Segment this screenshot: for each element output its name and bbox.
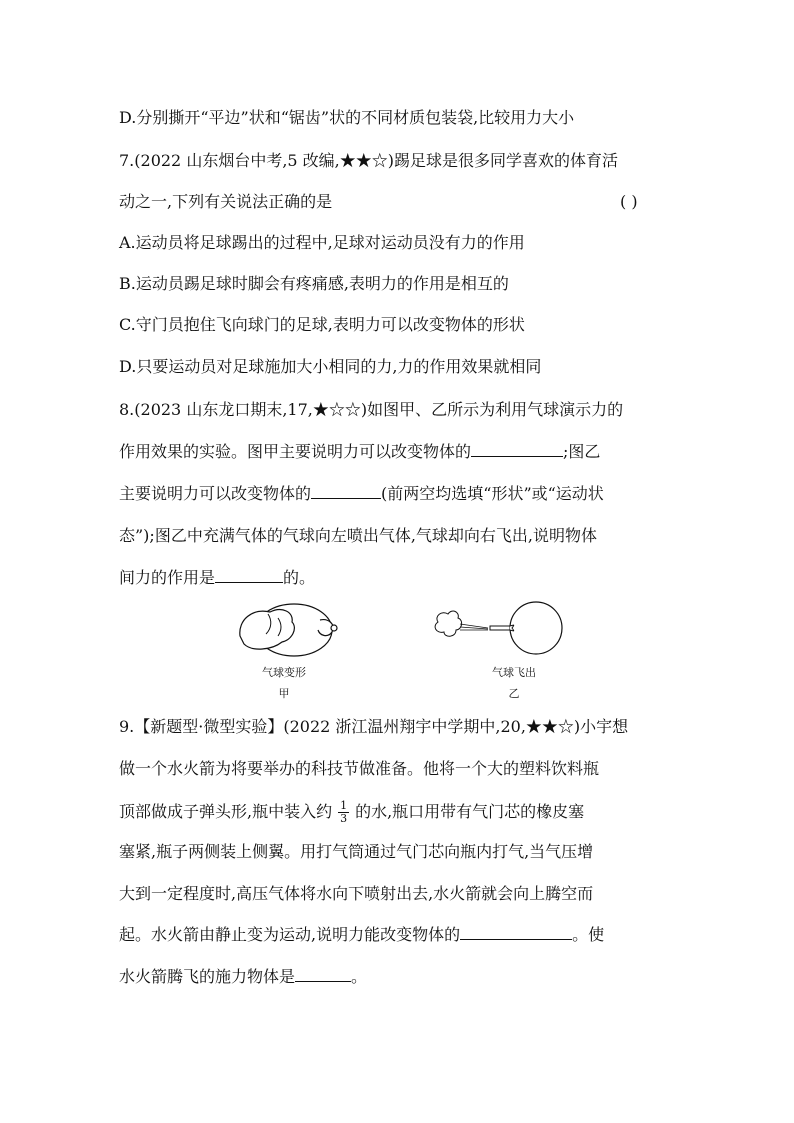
q8-line2-tail: ;图乙 <box>563 442 601 461</box>
q7-answer-paren: ( ) <box>620 192 638 211</box>
q7-option-a: A.运动员将足球踢出的过程中,足球对运动员没有力的作用 <box>119 233 525 252</box>
q9-line7-tail: 。 <box>351 967 368 986</box>
fraction-denominator: 3 <box>340 812 348 825</box>
q9-blank-1[interactable] <box>460 925 572 940</box>
q9-line3 <box>119 797 584 827</box>
q8-line2-text: 作用效果的实验。图甲主要说明力可以改变物体的 <box>119 442 472 461</box>
fraction-one-third <box>338 800 349 825</box>
q8-blank-3[interactable] <box>215 568 283 583</box>
q9-blank-2[interactable] <box>295 967 351 982</box>
q8-blank-1[interactable] <box>471 442 563 457</box>
q6-option-d: D.分别撕开“平边”状和“锯齿”状的不同材质包装袋,比较用力大小 <box>119 108 575 127</box>
q9-line1: 9.【新题型·微型实验】(2022 浙江温州翔宇中学期中,20,★★☆)小宇想 <box>119 717 629 736</box>
q8-line5-text: 间力的作用是 <box>119 568 216 587</box>
balloon-deform-figure <box>232 598 352 660</box>
q9-line5: 大到一定程度时,高压气体将水向下喷射出去,水火箭就会向上腾空而 <box>119 884 594 903</box>
q7-option-c: C.守门员抱住飞向球门的足球,表明力可以改变物体的形状 <box>119 315 525 334</box>
q9-line6-tail: 。使 <box>572 925 605 944</box>
fraction-numerator: 1 <box>340 799 348 812</box>
q8-line3 <box>119 484 604 504</box>
q8-line3-text: 主要说明力可以改变物体的 <box>119 484 312 503</box>
q7-option-b: B.运动员踢足球时脚会有疼痛感,表明力的作用是相互的 <box>119 274 509 293</box>
q7-stem-line1: 7.(2022 山东烟台中考,5 改编,★★☆)踢足球是很多同学喜欢的体育活 <box>119 151 618 170</box>
q8-line5-tail: 的。 <box>283 568 316 587</box>
fig-a-label: 甲 <box>278 687 290 700</box>
q9-line4: 塞紧,瓶子两侧装上侧翼。用打气筒通过气门芯向瓶内打气,当气压增 <box>119 842 594 861</box>
q8-blank-2[interactable] <box>311 484 381 499</box>
q8-line1: 8.(2023 山东龙口期末,17,★☆☆)如图甲、乙所示为利用气球演示力的 <box>119 400 624 419</box>
q8-line3-tail: (前两空均选填“形状”或“运动状 <box>381 484 604 503</box>
q8-line5 <box>119 568 315 588</box>
q9-line6-text: 起。水火箭由静止变为运动,说明力能改变物体的 <box>119 925 461 944</box>
fig-b-label: 乙 <box>508 687 520 700</box>
q7-option-d: D.只要运动员对足球施加大小相同的力,力的作用效果就相同 <box>119 357 542 376</box>
balloon-fly-figure <box>430 598 570 660</box>
q7-stem-line2: 动之一,下列有关说法正确的是 <box>119 192 333 211</box>
q9-line7-text: 水火箭腾飞的施力物体是 <box>119 967 296 986</box>
q9-line3-text: 顶部做成子弹头形,瓶中装入约 <box>119 802 333 821</box>
q9-line6 <box>119 925 604 945</box>
fig-a-caption: 气球变形 <box>262 666 306 679</box>
q9-line2: 做一个水火箭为将要举办的科技节做准备。他将一个大的塑料饮料瓶 <box>119 759 600 778</box>
fig-b-caption: 气球飞出 <box>492 666 536 679</box>
q9-line7 <box>119 967 367 987</box>
q9-line3-tail: 的水,瓶口用带有气门芯的橡皮塞 <box>355 802 585 821</box>
q8-line4: 态”);图乙中充满气体的气球向左喷出气体,气球却向右飞出,说明物体 <box>119 526 597 545</box>
q8-line2 <box>119 442 600 462</box>
